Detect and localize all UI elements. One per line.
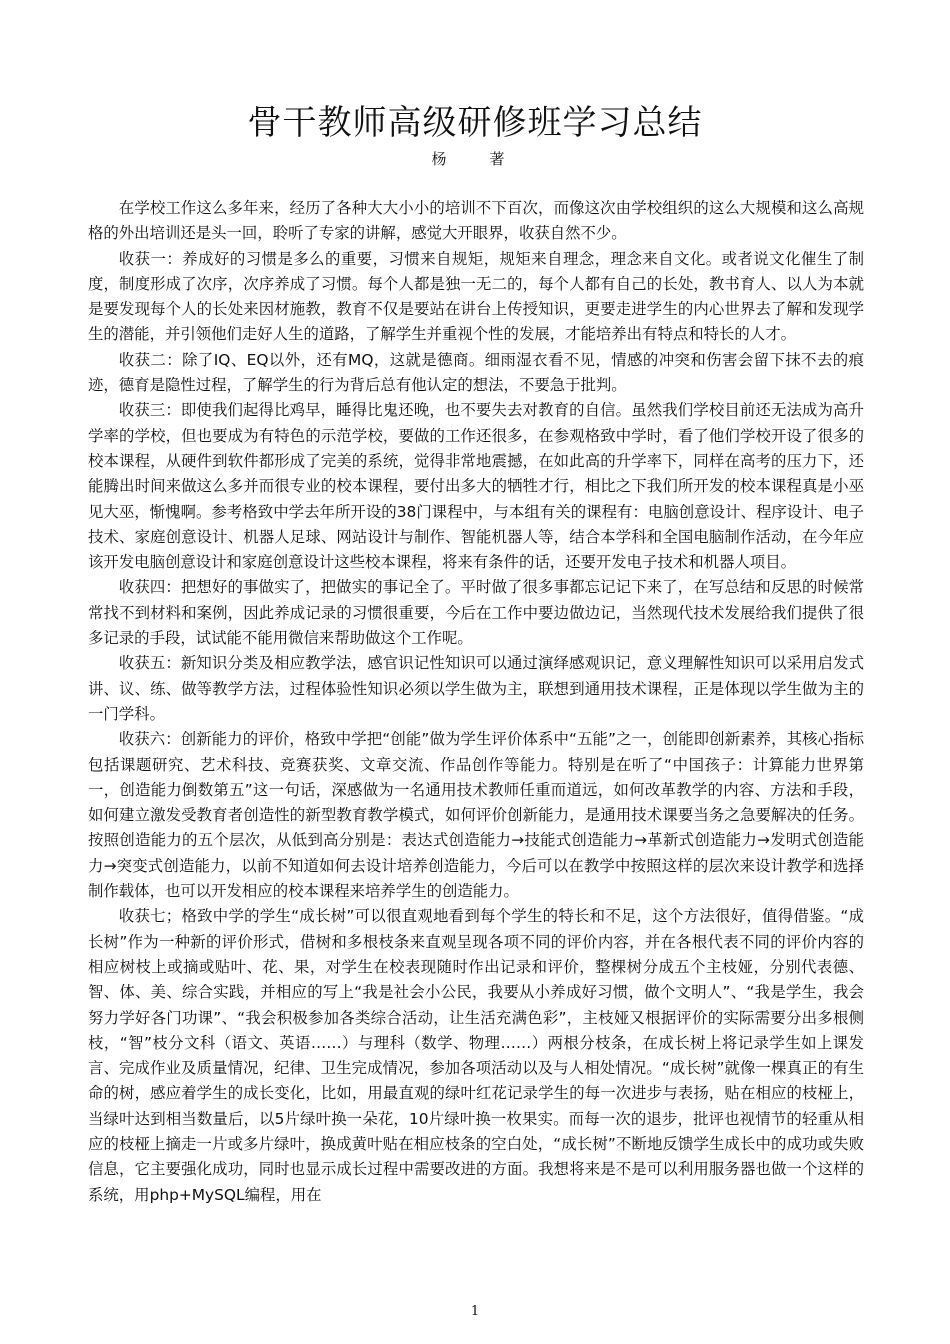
paragraph-gain-6: 收获六：创新能力的评价，格致中学把“创能”做为学生评价体系中“五能”之一，创能即创新素养，其核心指标包括课题研究、艺术科技、竞赛获奖、文章交流、作品创作等能力。特别是在听了“中国孩子：计算能力世界第一，创造能力倒数第五”这一句话，深感做为一名通用技术教师任重而道远，如何改革教学的内容、方法和手段，如何建立激发受教育者创造性的新型教育教学模式，如何评价创新能力，是通用技术课要当务之急要解决的任务。按照创造能力的五个层次，从低到高分别是：表达式创造能力→技能式创造能力→革新式创造能力→发明式创造能力→突变式创造能力，以前不知道如何去设计培养创造能力，今后可以在教学中按照这样的层次来设计教学和选择制作载体，也可以开发相应的校本课程来培养学生的创造能力。 — [88, 730, 864, 901]
document-body — [88, 196, 864, 1208]
paragraph-intro: 在学校工作这么多年来，经历了各种大大小小的培训不下百次，而像这次由学校组织的这么大规模和这么高规格的外出培训还是头一回，聆听了专家的讲解，感觉大开眼界，收获自然不少。 — [88, 199, 864, 243]
paragraph-gain-2: 收获二：除了IQ、EQ以外，还有MQ，这就是德商。细雨湿衣看不见，情感的冲突和伤害会留下抹不去的痕迹，德育是隐性过程，了解学生的行为背后总有他认定的想法，不要急于批判。 — [88, 350, 864, 395]
document-title: 骨干教师高级研修班学习总结 — [247, 103, 703, 143]
paragraph-gain-3: 收获三：即使我们起得比鸡早，睡得比鬼还晚，也不要失去对教育的自信。虽然我们学校目前还无法成为高升学率的学校，但也要成为有特色的示范学校，要做的工作还很多，在参观格致中学时，看了他们学校开设了很多的校本课程，从硬件到软件都形成了完美的系统，觉得非常地震撼，在如此高的升学率下，同样在高考的压力下，还能腾出时间来做这么多并而很专业的校本课程，要付出多大的牺牲才行，相比之下我们所开发的校本课程真是小巫见大巫，惭愧啊。参考格致中学去年所开设的38门课程中，与本组有关的课程有：电脑创意设计、程序设计、电子技术、家庭创意设计、机器人足球、网站设计与制作、智能机器人等，结合本学科和全国电脑制作活动，在今年应该开发电脑创意设计和家庭创意设计这些校本课程，将来有条件的话，还要开发电子技术和机器人项目。 — [88, 401, 864, 572]
paragraph-gain-5: 收获五：新知识分类及相应教学法，感官识记性知识可以通过演绎感观识记，意义理解性知识可以采用启发式讲、议、练、做等教学方法，过程体验性知识必须以学生做为主，联想到通用技术课程，正是体现以学生做为主的一门学科。 — [88, 654, 864, 723]
document-author: 杨 著 — [431, 150, 519, 168]
paragraph-gain-7: 收获七；格致中学的学生“成长树”可以很直观地看到每个学生的特长和不足，这个方法很好，值得借鉴。“成长树”作为一种新的评价形式，借树和多根枝条来直观呈现各项不同的评价内容，并在各根代表不同的评价内容的相应树枝上或摘或贴叶、花、果，对学生在校表现随时作出记录和评价，整棵树分成五个主枝娅，分别代表德、智、体、美、综合实践，并相应的写上“我是社会小公民，我要从小养成好习惯，做个文明人”、“我是学生，我会努力学好各门功课”、“我会积极参加各类综合活动，让生活充满色彩”，主枝娅又根据评价的实际需要分出多根侧枝，“智”枝分文科（语文、英语……）与理科（数学、物理……）两根分枝条，在成长树上将记录学生如上课发言、完成作业及质量情况，纪律、卫生完成情况，参加各项活动以及与人相处情况。“成长树”就像一棵真正的有生命的树，感应着学生的成长变化，比如，用最直观的绿叶红花记录学生的每一次进步与表扬，贴在相应的枝桠上，当绿叶达到相当数量后，以5片绿叶换一朵花，10片绿叶换一枚果实。而每一次的退步，批评也视情节的轻重从相应的枝桠上摘走一片或多片绿叶，换成黄叶贴在相应枝条的空白处，“成长树”不断地反馈学生成长中的成功或失败信息，它主要强化成功，同时也显示成长过程中需要改进的方面。我想将来是不是可以利用服务器也做一个这样的系统，用php+MySQL编程，用在 — [88, 907, 864, 1204]
paragraph-gain-1: 收获一：养成好的习惯是多么的重要，习惯来自规矩，规矩来自理念，理念来自文化。或者说文化催生了制度，制度形成了次序，次序养成了习惯。每个人都是独一无二的，每个人都有自己的长处，教书育人、以人为本就是要发现每个人的长处来因材施教，教育不仅是要站在讲台上传授知识，更要走进学生的内心世界去了解和发现学生的潜能，并引领他们走好人生的道路，了解学生并重视个性的发展，才能培养出有特点和特长的人才。 — [88, 249, 864, 344]
page-number: 1 — [470, 1304, 480, 1319]
paragraph-gain-4: 收获四：把想好的事做实了，把做实的事记全了。平时做了很多事都忘记记下来了，在写总结和反思的时候常常找不到材料和案例，因此养成记录的习惯很重要，今后在工作中要边做边记，当然现代技术发展给我们提供了很多记录的手段，试试能不能用微信来帮助做这个工作呢。 — [88, 578, 864, 648]
